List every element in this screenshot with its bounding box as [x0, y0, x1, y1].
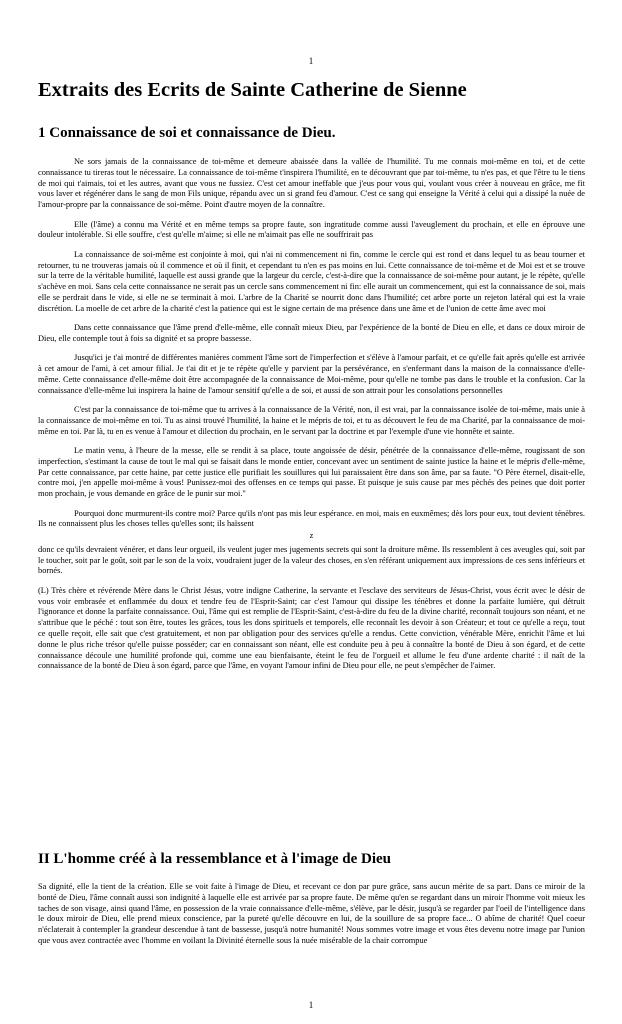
paragraph: Dans cette connaissance que l'âme prend d'elle-même, elle connaît mieux Dieu, par l'expérience de la bonté de Dieu en elle, et dans ce doux miroir de Dieu, elle contemple tout à fois sa dignité et sa propre bassesse. [38, 323, 585, 343]
section-1-body [38, 157, 585, 681]
paragraph: Le matin venu, à l'heure de la messe, elle se rendit à sa place, toute angoissée de désir, pénétrée de la connaissance d'elle-même, rougissant de son imperfection, s'estimant la cause de tout le mal qui se faisait dans le monde entier, concevant avec un sentiment de sainte justice la haine et le mépris d'elle-même, Par cette connaissance, par cette haine, par cette justice elle purifiait les souillures qui lui paraissaient être dans son âme, par sa faute. "O Père éternel, disait-elle, contre moi, j'en appelle moi-même à vous! Punissez-moi des offenses en ce temps qui passe. Et puisque je suis cause par mes pèchés des peines que doit porter mon prochain, je vous demande en grâce de le punir sur moi." [38, 446, 585, 499]
paragraph: Sa dignité, elle la tient de la création. Elle se voit faite à l'image de Dieu, et recevant ce don par pure grâce, sans aucun mérite de sa part. Dans ce miroir de la bonté de Dieu, l'âme connaît aussi son indignité à laquelle elle est arrivée par sa propre faute. De même qu'en se regardant dans un miroir l'homme voit mieux les taches de son visage, ainsi quand l'âme, en possession de la vraie connaissance d'elle-même, s'élève, par le désir, jusqu'à se regarder par l'oeil de l'intelligence dans le doux miroir de Dieu, elle prend mieux conscience, par la pureté qu'elle découvre en lui, de la souillure de sa propre face... O abîme de charité! Quel coeur n'éclaterait à contempler la grandeur descendue à tant de bassesse, jusqu'à notre humanité! Nous sommes votre image et vous êtes devenu notre image par l'union que vous avez contractée avec l'homme en voilant la Divinité éternelle sous la nuée misérable de la chair corrompue [38, 882, 585, 945]
letter-paragraph: (L) Très chère et révérende Mère dans le Christ Jésus, votre indigne Catherine, la servante et l'esclave des serviteurs de Jésus-Christ, vous écrit avec le désir de vous voir embrasée et enflammée du doux et tendre feu de l'Esprit-Saint; car c'est l'amour qui dissipe les ténèbres et donne la parfaite lumière, qui détruit l'ignorance et donne la parfaite connaissance. Oui, l'âme qui est remplie de l'Esprit-Saint, c'est-à-dire du feu de la divine charité, reconnaît toujours son néant, et ne s'attribue que le péché : tout son être, toutes les grâces, tous les dons spirituels et temporels, elle reconnaît les devoir à son Créateur; et tout ce qu'elle a reçu, tout ce quelle reçoit, elle sait que c'est gratuitement, et non par obligation pour des services qu'elle a rendus. Cette conviction, vénérable Mère, enrichit l'âme et lui donne le plus riche trésor qu'elle puisse posséder; car en connaissant son néant, elle est conduite peu à peu à connaître la bonté de Dieu à son égard, et de cette connaissance découle une humilité profonde qui, comme une eau bienfaisante, éteint le feu de l'orgueil et allume le feu d'une ardente charité : il naît de la connaissance de la bonté de Dieu à son égard, parce que l'âme, en voyant l'amour infini de Dieu pour elle, ne peut s'empêcher de l'aimer. [38, 585, 585, 671]
section-2-body [38, 882, 585, 955]
paragraph: Pourquoi donc murmurent-ils contre moi? Parce qu'ils n'ont pas mis leur espérance. en moi, mais en euxmêmes; dès lors pour eux, tout devient ténèbres. Ils ne connaissent plus les choses telles qu'elles sont; ils haïssent [38, 508, 585, 529]
paragraph: Elle (l'âme) a connu ma Vérité et en même temps sa propre faute, son ingratitude comme aussi l'aveuglement du prochain, et elle en éprouve une douleur intolérable. Si elle souffre, c'est qu'elle m'aime; si elle ne m'aimait pas elle ne souffrirait pas [38, 219, 585, 240]
paragraph-continuation: donc ce qu'ils devraient vénérer, et dans leur orgueil, ils veulent juger mes jugements secrets qui sont la droiture même. Ils ressemblent à ces aveugles qui, soit par le toucher, soit par le goût, soit par le son de la voix, voudraient juger de la valeur des choses, en s'en référant uniquement aux impressions de ces sens inférieurs et bornés. [38, 544, 585, 576]
inline-marker: z [309, 530, 314, 540]
paragraph: Jusqu'ici je t'ai montré de différentes manières comment l'âme sort de l'imperfection et s'élève à l'amour parfait, et ce qu'elle fait après qu'elle est arrivée à cet amour de l'ami, à cet amour filial. Je t'ai dit et je te répète qu'elle y parvient par la persévérance, en s'enfermant dans la maison de la connaissance d'elle-même. Cette connaissance d'elle-même doit être accompagnée de la connaissance de Moi-même, pour qu'elle ne tombe pas dans le trouble et la confusion. Car la connaissance d'elle-même lui inspirera la haine de l'amour sensitif qu'elle a de soi, et aussi de son attrait pour les consolations personnelles [38, 353, 585, 395]
top-page-number: 1 [308, 56, 314, 66]
section-2-heading: II L'homme créé à la ressemblance et à l'image de Dieu [38, 851, 391, 867]
bottom-page-number: 1 [308, 1000, 314, 1010]
paragraph: Ne sors jamais de la connaissance de toi-même et demeure abaissée dans la vallée de l'humilité. Tu me connais moi-même en toi, et de cette connaissance tu tireras tout le nécessaire. La connaissance de toi-même t'inspirera l'humilité, en te découvrant que par toi-même, tu n'es pas, et que l'être tu le tiens de moi qui t'aimais, toi et les autres, avant que vous ne fussiez. C'est cet amour ineffable que j'eus pour vous qui, voulant vous créer à nouveau en grâce, me fit vous laver et régénérer dans le sang de mon Fils unique, répandu avec un si grand feu d'amour. C'est ce sang qui enseigne la Vérité à celui qui a dissipé la nuée de l'amour-propre par la connaissance de soi-même. Point d'autre moyen de la connaître. [38, 157, 585, 210]
paragraph: La connaissance de soi-même est conjointe à moi, qui n'ai ni commencement ni fin, comme le cercle qui est rond et dans lequel tu as beau tourner et retourner, tu ne trouveras jamais où il commence et où il finit, et cependant tu n'en es pas moins en lui. Cette connaissance de toi-même et de Moi est et se trouve sur la terre de la véritable humilité, laquelle est aussi grande que la largeur du cercle, c'est-à-dire que la connaissance de soi-même pour autant, je le répète, qu'elle s'achève en moi. Sans cela cette connaissance ne serait pas un cercle sans commencement ni fin: elle aurait un commencement, qui est la connaissance de soi, mais elle se perdrait dans le vide, si elle ne se terminait à moi. L'arbre de la Charité se nourrit donc dans l'humilité; cet arbre porte un rejeton latéral qui est la vraie discrétion. La moelle de cet arbre de la charité c'est la patience qui est le signe certain de ma présence dans une âme et de l'union de cette âme avec moi [38, 249, 585, 313]
section-1-heading: 1 Connaissance de soi et connaissance de Dieu. [38, 125, 336, 141]
paragraph: C'est par la connaissance de toi-même que tu arrives à la connaissance de la Vérité, non, il est vrai, par la connaissance isolée de toi-même, mais unie à la connaissance de moi-même en toi. Tu as ainsi trouvé l'humilité, la haine et le mépris de toi, et tu as découvert le feu de ma Charité, par la connaissance de moi-même en toi. Par là, tu en es venue à l'amour et dilection du prochain, en le servant par la doctrine et par l'exemple d'une vie honnête et sainte. [38, 405, 585, 436]
document-title: Extraits des Ecrits de Sainte Catherine de Sienne [38, 79, 467, 101]
